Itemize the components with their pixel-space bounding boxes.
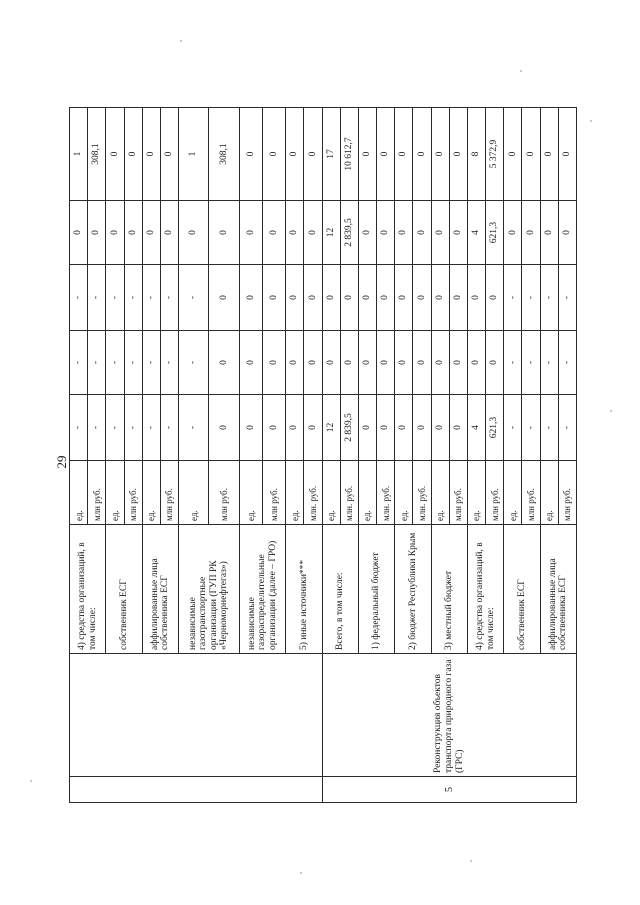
unit-cell: млн руб. [88,461,106,525]
value-cell: 0 [358,395,376,461]
unit-cell: ед. [286,461,304,525]
value-cell: 1 [70,108,88,201]
funding-source: Всего, в том числе: [322,525,358,654]
value-cell: - [558,331,576,395]
value-cell: 0 [322,331,340,395]
unit-cell: млн руб. [209,461,239,525]
value-cell: 0 [239,265,262,331]
value-cell: 0 [262,201,285,265]
value-cell: - [70,265,88,331]
value-cell: 0 [449,395,467,461]
unit-cell: ед. [358,461,376,525]
value-cell: 0 [160,201,178,265]
project-number-cell-empty [70,777,323,803]
value-cell: - [522,331,540,395]
unit-cell: ед. [70,461,88,525]
value-cell: 0 [160,108,178,201]
value-cell: 0 [486,265,504,331]
value-cell: 0 [239,108,262,201]
value-cell: 12 [322,395,340,461]
unit-cell: млн. руб. [304,461,322,525]
value-cell: 621,3 [486,201,504,265]
funding-source: собственник ЕСГ [106,525,142,654]
value-cell: 0 [209,265,239,331]
value-cell: - [540,395,558,461]
unit-cell: млн руб. [522,461,540,525]
value-cell: 0 [286,265,304,331]
value-cell: 0 [449,331,467,395]
unit-cell: ед. [395,461,413,525]
value-cell: 0 [413,331,431,395]
value-cell: 308,1 [209,108,239,201]
value-cell: 0 [431,331,449,395]
value-cell: - [540,331,558,395]
value-cell: - [88,265,106,331]
value-cell: 0 [431,201,449,265]
unit-cell: ед. [431,461,449,525]
funding-source: 4) средства организаций, в том числе: [70,525,106,654]
value-cell: 621,3 [486,395,504,461]
value-cell: 0 [262,395,285,461]
value-cell: 0 [413,201,431,265]
unit-cell: ед. [322,461,340,525]
value-cell: 0 [395,331,413,395]
funding-source: 5) иные источники*** [286,525,322,654]
value-cell: 0 [239,201,262,265]
value-cell: 1 [179,108,209,201]
unit-cell: млн руб. [124,461,142,525]
value-cell: 308,1 [88,108,106,201]
value-cell: - [106,331,124,395]
value-cell: 0 [395,201,413,265]
table-body [70,108,577,803]
value-cell: 0 [142,201,160,265]
value-cell: 0 [209,331,239,395]
value-cell: 0 [467,265,485,331]
unit-cell: ед. [540,461,558,525]
unit-cell: ед. [106,461,124,525]
scan-speck [610,410,612,412]
value-cell: 0 [304,201,322,265]
value-cell: 0 [286,108,304,201]
value-cell: 2 839,5 [340,395,358,461]
value-cell: 0 [504,108,522,201]
value-cell: 0 [262,108,285,201]
value-cell: - [179,331,209,395]
value-cell: 0 [377,108,395,201]
value-cell: 0 [377,201,395,265]
funding-source: 1) федеральный бюджет [358,525,394,654]
rotated-table-container [69,108,577,803]
value-cell: 0 [286,201,304,265]
value-cell: 0 [413,108,431,201]
value-cell: 0 [467,331,485,395]
value-cell: 0 [286,331,304,395]
value-cell: 5 372,9 [486,108,504,201]
value-cell: - [160,265,178,331]
value-cell: 2 839,5 [340,201,358,265]
value-cell: - [142,265,160,331]
value-cell: 0 [558,201,576,265]
unit-cell: ед. [179,461,209,525]
value-cell: - [179,265,209,331]
value-cell: - [106,395,124,461]
value-cell: - [179,395,209,461]
value-cell: - [558,395,576,461]
value-cell: 0 [209,395,239,461]
funding-source: собственник ЕСГ [504,525,540,654]
scan-speck [30,780,32,782]
unit-cell: млн. руб. [413,461,431,525]
value-cell: 8 [467,108,485,201]
value-cell: 0 [358,201,376,265]
value-cell: 4 [467,395,485,461]
scan-speck [180,40,182,42]
value-cell: 0 [124,108,142,201]
scan-speck [470,860,472,862]
unit-cell: млн руб. [262,461,285,525]
value-cell: 12 [322,201,340,265]
value-cell: 4 [467,201,485,265]
unit-cell: млн руб. [486,461,504,525]
value-cell: 0 [449,265,467,331]
value-cell: 0 [124,201,142,265]
value-cell: 0 [304,265,322,331]
value-cell: 17 [322,108,340,201]
value-cell: - [504,331,522,395]
value-cell: 0 [540,108,558,201]
page-number: 29 [54,455,69,469]
scan-speck [520,70,522,72]
unit-cell: млн руб. [558,461,576,525]
value-cell: - [70,331,88,395]
value-cell: 0 [486,331,504,395]
value-cell: 0 [106,201,124,265]
value-cell: 0 [377,265,395,331]
project-name: Реконструкция объектов транспорта природного газа (ГРС) [322,654,576,777]
value-cell: - [124,265,142,331]
value-cell: 0 [377,395,395,461]
value-cell: - [142,331,160,395]
value-cell: 10 612,7 [340,108,358,201]
value-cell: 0 [304,331,322,395]
value-cell: 0 [358,331,376,395]
value-cell: - [160,331,178,395]
value-cell: - [504,395,522,461]
value-cell: 0 [413,395,431,461]
value-cell: 0 [431,108,449,201]
value-cell: 0 [358,108,376,201]
funding-source: аффилированные лица собственника ЕСГ [540,525,576,654]
value-cell: 0 [88,201,106,265]
project-number: 5 [322,777,576,803]
funding-table [69,107,577,803]
funding-source: независимые газораспределительные организации (далее – ГРО) [239,525,286,654]
unit-cell: ед. [142,461,160,525]
value-cell: 0 [304,395,322,461]
value-cell: 0 [262,265,285,331]
value-cell: 0 [377,331,395,395]
unit-cell: млн руб. [160,461,178,525]
value-cell: 0 [395,395,413,461]
unit-cell: ед. [239,461,262,525]
value-cell: - [504,265,522,331]
value-cell: 0 [286,395,304,461]
value-cell: 0 [340,331,358,395]
scan-speck [590,120,592,122]
value-cell: 0 [431,265,449,331]
value-cell: 0 [558,108,576,201]
value-cell: 0 [358,265,376,331]
value-cell: 0 [239,331,262,395]
value-cell: 0 [395,265,413,331]
value-cell: 0 [142,108,160,201]
unit-cell: млн. руб. [340,461,358,525]
value-cell: - [124,395,142,461]
value-cell: 0 [431,395,449,461]
value-cell: - [142,395,160,461]
funding-source: независимые газотранспортные организации (ГУП РК «Черноморнефтегаз») [179,525,240,654]
value-cell: - [106,265,124,331]
value-cell: 0 [540,201,558,265]
unit-cell: млн руб. [449,461,467,525]
value-cell: 0 [179,201,209,265]
value-cell: - [88,331,106,395]
value-cell: 0 [504,201,522,265]
unit-cell: ед. [504,461,522,525]
value-cell: - [558,265,576,331]
value-cell: - [124,331,142,395]
value-cell: 0 [449,108,467,201]
funding-source: 4) средства организаций, в том числе: [467,525,503,654]
unit-cell: ед. [467,461,485,525]
value-cell: - [540,265,558,331]
value-cell: 0 [413,265,431,331]
value-cell: 0 [340,265,358,331]
value-cell: 0 [262,331,285,395]
table-row [70,108,88,803]
value-cell: 0 [395,108,413,201]
value-cell: 0 [304,108,322,201]
unit-cell: млн. руб. [377,461,395,525]
value-cell: - [522,265,540,331]
value-cell: - [522,395,540,461]
value-cell: 0 [239,395,262,461]
funding-source: 2) бюджет Республики Крым [395,525,431,654]
funding-source: аффилированные лица собственника ЕСГ [142,525,178,654]
value-cell: 0 [106,108,124,201]
value-cell: - [70,395,88,461]
value-cell: 0 [522,201,540,265]
value-cell: 0 [322,265,340,331]
value-cell: 0 [449,201,467,265]
value-cell: 0 [209,201,239,265]
value-cell: 0 [522,108,540,201]
funding-source: 3) местный бюджет [431,525,467,654]
table-row [322,108,340,803]
scan-speck [300,872,302,874]
project-name-cell-empty [70,654,323,777]
value-cell: 0 [70,201,88,265]
value-cell: - [88,395,106,461]
value-cell: - [160,395,178,461]
